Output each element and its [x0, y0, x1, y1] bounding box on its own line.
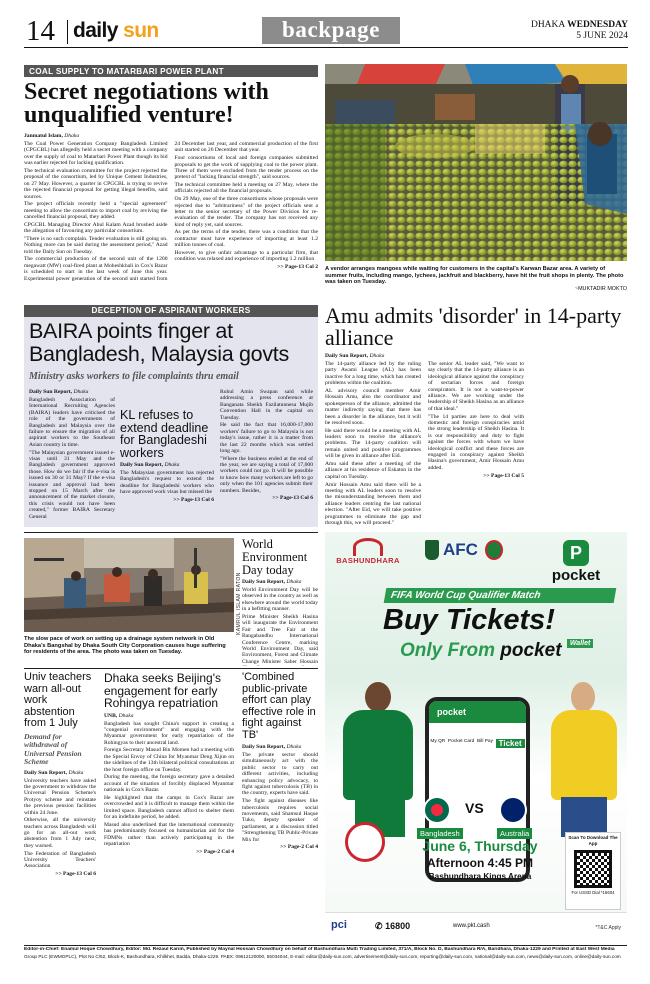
bashundhara-wordmark: BASHUNDHARA	[336, 556, 400, 565]
coal-para: The Coal Power Generation Company Bangladesh Limited (CPGCBL) has allegedly held a secret meeting with a company over the supply of coal to Matarbari Power Plant though its bid was earlier rejected for lacking qualification.	[24, 141, 168, 167]
rohingya-story	[104, 672, 234, 940]
environment-story	[242, 538, 318, 666]
match-title: FIFA World Cup Qualifier Match	[384, 588, 617, 603]
teachers-para: University teachers have asked the government to withdraw the Universal Pension Scheme's Protyoy scheme and reinstate the previous pension facilities within 24 June.	[24, 777, 96, 816]
coal-para: The project officials recently held a "special agreement" meeting to allow the consortium to import coal by reviving the cancelled financial proposal, they added.	[24, 201, 168, 221]
teachers-deck: Demand for withdrawal of Universal Pension Scheme	[24, 731, 82, 766]
footer-rule	[24, 945, 627, 946]
masthead	[24, 17, 628, 49]
teachers-headline: Univ teachers warn all-out work abstention from 1 July	[24, 672, 92, 729]
phone-tab-card[interactable]: Pocket Card	[447, 739, 475, 744]
tb-headline: 'Combined public-private effort can play effective role in fight against TB'	[242, 672, 316, 741]
drainage-caption: The slow pace of work on setting up a drainage system network in Old Dhaka's Bangshal by Dhaka South City Corporation causes huge suffering for residents of the area. The photo was taken on Tuesday.	[24, 636, 226, 656]
only-from-text: Only From pocket $^{Wallet}$	[400, 640, 625, 662]
amu-body	[325, 361, 627, 527]
environment-para: World Environment Day will be observed in the country as well as elsewhere around the world today in a befitting manner.	[242, 587, 318, 613]
dateline-weekday: WEDNESDAY	[567, 20, 628, 30]
hotline: ✆ 16800	[375, 921, 411, 931]
coal-para: However, to give unfair advantage to a particular firm, that condition was relaxed and experience of importing 1.2 million	[174, 249, 318, 263]
bashundhara-emblem-icon	[353, 538, 383, 556]
phone-tab-ticket[interactable]: Ticket	[496, 739, 525, 748]
kl-para: The Malaysian government has rejected Bangladesh's request to extend the deadline for Bangladeshi workers who have approved work visas but missed the	[120, 470, 214, 496]
phone-tabs	[429, 723, 526, 748]
sponsor-logos	[425, 538, 525, 566]
bangladesh-flag-icon	[423, 796, 451, 824]
ussd-label: For USSD Dial *16604	[571, 890, 615, 895]
coal-para: "There is no such complain. Tender evaluation is still going on. Nothing more can be said during the assessment period," Azad told the Daily Sun on Tuesday.	[24, 235, 168, 255]
environment-headline: World Environment Day today	[242, 538, 308, 577]
imprint-line2: Group PLC (EWMGPLC), Plot No C/52, Block-K, Bashundhara, Khilkhet, Badda, Dhaka-1229. PABX: 09612120000, 55034044, E-mail: editor@daily-sun.com, advertisement@daily-sun.com, reporting@daily-sun.com, national@daily-sun.com, news@daily-sun.com, online@daily-sun.com	[24, 954, 621, 959]
baira-col-a	[29, 389, 115, 525]
rohingya-para: During the meeting, the foreign secretary gave a detailed account of the situation of forcibly displaced Myanmar nationals in Cox's Bazar.	[104, 774, 234, 794]
amu-para: Amir Hossain Amu said there will be a meeting with AL leaders soon to resolve the misunderstanding between them and alliance leaders centring the last national election. "After Eid, we will take positive programmes to eliminate the gap and through this, we will proceed."	[325, 481, 421, 526]
wallet-tag: Wallet	[567, 639, 594, 648]
coal-continued: >> Page-13 Col 2	[277, 264, 318, 271]
kl-continued: >> Page-13 Col 6	[173, 496, 214, 503]
section-divider	[24, 532, 318, 533]
phone-tab-qr[interactable]: My QR	[430, 739, 446, 744]
imprint-line1: Editor-in-Chief: Enamul Hoque Chowdhury, Editor: Md. Rezaul Karim, Published by Maynal Hossain Chowdhury on behalf of Bashundhara Multi Trading Limited, 371/A, Block No. D, Bashundhara R/A, Baridhara, Dhaka-1229 and Printed at East West Media	[24, 947, 615, 952]
amu-continued: >> Page-13 Col 5	[483, 472, 524, 479]
match-date: June 6, Thursday	[422, 838, 538, 854]
pocket-p-icon: P	[563, 540, 589, 566]
mango-market-image	[325, 64, 627, 261]
australia-flag-icon	[499, 796, 527, 824]
vs-label: VS	[465, 800, 484, 816]
baira-headline: BAIRA points finger at Bangladesh, Malaysia govts	[29, 319, 289, 366]
buy-tickets-text[interactable]: Buy Tickets!	[383, 604, 555, 636]
qr-code-icon	[574, 850, 612, 888]
paper-logo-sun: sun	[123, 19, 159, 42]
dateline-date: 5 JUNE 2024	[576, 31, 628, 41]
page-number: 14	[26, 15, 55, 47]
coal-para: The commercial production of the second unit of the 1200 megawatt (MW) coal-fired plant at Moheshkhali in Cox's Bazar is scheduled to start in the last week of June this year. Experimental power generation of the second unit started from 24 December last year, and commercial production of the first unit started on 26 December that year.	[24, 141, 318, 282]
web-address[interactable]: www.pkt.cash	[453, 923, 490, 929]
baira-box	[24, 305, 318, 527]
masthead-rule	[24, 47, 628, 48]
rohingya-continued: >> Page-2 Col 4	[196, 848, 234, 855]
coal-para: Four consortiums of local and foreign companies submitted proposals to get the work of supplying coal to the power plant. Three of them were excluded from the tender process on the pretext of "lacking financial strength", said sources.	[174, 155, 318, 181]
rohingya-para: Foreign Secretary Masud Bin Momen had a meeting with the Special Envoy of China for Myanmar Deng Xijun on the sidelines of the 13th bilateral political consultations at the host foreign office on Tuesday.	[104, 747, 234, 773]
baira-continued: >> Page-13 Col 6	[272, 495, 313, 502]
drainage-photo	[24, 538, 234, 632]
scan-label: Scan To Download The App	[568, 835, 618, 846]
match-time: Afternoon 4:45 PM	[426, 856, 533, 870]
coal-byline: Janmatul Islam, Dhaka	[24, 133, 80, 139]
baira-para: Bangladesh Association of International Recruiting Agencies (BAIRA) leaders have criticised the role of the governments of Bangladesh and Malaysia over the failure to ensure the migration of all aspirant workers to the Southeast Asian country in time.	[29, 397, 115, 448]
afc-logo: AFC	[443, 540, 478, 559]
kl-headline: KL refuses to extend deadline for Bangladeshi workers	[120, 409, 209, 460]
phone-tab-bill[interactable]: Bill Pay	[476, 739, 493, 744]
bashundhara-logo	[333, 538, 403, 565]
qr-panel[interactable]	[565, 832, 621, 910]
dateline	[531, 20, 628, 42]
baira-para: Ruhul Amin Swapan said while addressing a press conference at Banganata Sheikh Fazilatunnesa Mujib Convention Hall in the capital on Tuesday.	[220, 389, 313, 421]
environment-byline: Daily Sun Report, Dhaka	[242, 579, 302, 585]
rohingya-para: Masud also underlined that the international community has predominantly focused on humanitarian aid for the FDMNs rather than actively participating in the repatriation	[104, 821, 234, 847]
tb-continued: >> Page-2 Col 4	[280, 844, 318, 851]
team-bangladesh: Bangladesh	[417, 828, 463, 839]
phone-pocket-label: pocket	[437, 707, 467, 717]
phone-header	[429, 701, 526, 723]
amu-story	[325, 305, 627, 527]
only-from-pocket: pocket	[500, 640, 562, 661]
amu-para: He said there would be a meeting with AL leaders soon to resolve the alliance's problems. The 14-party coalition will remain united and positive programmes will be given in alliance after Eid.	[325, 427, 421, 460]
rohingya-headline: Dhaka seeks Beijing's engagement for early Rohingya repatriation	[104, 672, 222, 710]
coal-para: The technical evaluation committee for the project rejected the proposal of the consortium, led by Unique Cement Industries, on 27 May. However, a quarter in CPGCBL is trying to revive the rejected financial proposal for getting illegal benefits, said sources.	[24, 167, 168, 200]
coal-para: As per the terms of the tender, there was a condition that the contractor must have experience of importing at least 1.2 million tonnes of coal.	[174, 229, 318, 249]
mango-caption: A vendor arranges mangoes while waiting for customers in the capital's Karwan Bazar area. A variety of summer fruits, including mango, lychees, jackfruit and blackberry, have hit the fruit shops in plenty. The photo was taken on Tuesday.	[325, 266, 624, 286]
masthead-divider	[67, 20, 68, 44]
section-divider	[24, 668, 318, 669]
mango-market-photo	[325, 64, 627, 261]
teachers-para: Otherwise, all the university teachers across Bangladesh will go for an all-out work abstention from 1 July next, they warned.	[24, 817, 96, 849]
coal-para: CPGCBL Managing Director Abul Kalam Azad brushed aside the allegation of favouring any particular consortium.	[24, 221, 168, 235]
pocket-logo-top	[533, 540, 619, 584]
teachers-continued: >> Page-13 Col 6	[55, 871, 96, 878]
tb-para: The private sector should simultaneously act with the public sector to carry out different activities, including enhancing policy advocacy, to fight against tuberculosis (TB) in the country, experts have said.	[242, 752, 318, 797]
baira-para: He said the fact that 16,000-17,000 workers' failure to go to Malaysia is not today's issue, rather it is a matter from the last 22 months which was settled long ago.	[220, 422, 313, 454]
phone-icon: ✆	[375, 921, 383, 931]
coal-body	[24, 141, 318, 287]
amu-para: The senior AL leader said, "We want to say clearly that the 14-party alliance is an ideological alliance against the conspiracy of sectarian forces and foreign conspirators. It is not a want-to-power alliance. We are working under the leadership of Sheikh Hasina as an alliance of that ideal."	[428, 361, 524, 412]
mango-photo-credit: ~MUKTADIR MOKTO	[574, 286, 627, 292]
amu-byline: Daily Sun Report, Dhaka	[325, 353, 385, 359]
paper-logo	[73, 19, 159, 43]
football-icon	[345, 822, 385, 862]
tb-story	[242, 672, 318, 940]
coal-para: On 29 May, one of the three consortiums whose proposals were rejected due to "arbitrariness" of the project officials sent a letter to the senior secretary of the Power Division for re-evaluation of the tender. The company has not received any kind of reply yet, said sources.	[174, 196, 318, 228]
federation-crest-icon	[425, 540, 439, 560]
baira-para: "The Malaysian government issued e-visas until 31 May and the Bangladesh government approved those. How do we fair if the e-visa is issued on 30 or 31 May? If the e-visa issuance and approval had been stopped on 15 March after the announcement of the market closure, this crisis would not have been created," former BAIRA Secretary General	[29, 449, 115, 520]
drainage-image	[24, 538, 234, 632]
teachers-para: The Federation of Bangladesh University Teachers' Association	[24, 850, 96, 870]
bff-crest-icon	[485, 540, 503, 560]
kl-sidebar	[120, 409, 214, 525]
baira-kicker: DECEPTION OF ASPIRANT WORKERS	[24, 305, 318, 317]
ad-footer-bar	[325, 912, 627, 942]
teachers-byline: Daily Sun Report, Dhaka	[24, 769, 84, 776]
baira-para: "Where the business ended at the end of the year, we are saying a total of 17,000 workers could not go. It will be possible to know how many workers are left to go only when the 101 agencies submit their numbers. Besides,	[220, 455, 313, 494]
coal-headline: Secret negotiations with unqualified venture!	[24, 79, 269, 128]
dateline-city: DHAKA	[530, 20, 565, 30]
baira-deck: Ministry asks workers to file complaints thru email	[29, 371, 239, 382]
pci-logo: pci	[331, 919, 347, 931]
amu-para: AL advisory council member Amir Hossain Amu, also the coordinator and spokesperson of the alliance, admitted the matter indirectly saying that there has been a disorder in the alliance, but it will be resolved soon.	[325, 387, 421, 426]
team-australia: Australia	[497, 828, 532, 839]
paper-logo-daily: daily	[73, 19, 118, 42]
phone-mockup	[425, 697, 530, 882]
pocket-advertisement[interactable]	[325, 532, 627, 942]
terms-label: *T&C Apply	[595, 925, 621, 931]
coal-para: The technical committee held a meeting on 27 May, where the officials rejected all the financial proposals.	[174, 182, 318, 195]
environment-para: Prime Minister Sheikh Hasina will inaugurate the Environment Fair and Tree Fair at the Bangabandhu International Conference Centre, marking World Environment Day, said Environment, Forest and Climate Change Minister Saber Hossain	[242, 613, 318, 665]
pocket-wordmark: pocket	[551, 567, 601, 584]
section-title: backpage	[281, 17, 381, 42]
amu-para: "The 14 parties are here to deal with domestic and foreign conspiracies amid the strong leadership of Sheikh Hasina. It is our responsibility and duty to fight against the forces with whom we have ideological conflict and these forces are engaged in conspiracy against Sheikh Hasina's government, Amir Hossain Amu added.	[428, 413, 524, 471]
tb-byline: Daily Sun Report, Dhaka	[242, 744, 302, 750]
rohingya-byline: UNB, Dhaka	[104, 712, 134, 719]
coal-story	[24, 65, 318, 287]
teachers-story	[24, 672, 96, 940]
tb-para: The fight against diseases like tuberculosis requires social movements, said Shamsul Haque Tuku, deputy speaker of parliament, at a discussion titled "Strengthening TB Public-Private Mix for	[242, 798, 318, 843]
rohingya-para: Bangladesh has sought China's support in creating a "congenial environment" and engaging with the Myanmar government for early repatriation of the Rohingyas to their ancestral land.	[104, 720, 234, 746]
baira-byline: Daily Sun Report, Dhaka	[29, 389, 89, 395]
amu-para: The 14-party alliance led by the ruling party Awami League (AL) has been inactive for a long time, which has created problems within the coalition.	[325, 361, 421, 387]
rohingya-para: He highlighted that the camps in Cox's Bazar are overcrowded and it is difficult to manage them within the limited space. Bangladesh cannot afford to shelter them for an indefinite period, he added.	[104, 794, 234, 821]
amu-headline: Amu admits 'disorder' in 14-party alliance	[325, 303, 622, 350]
match-venue: Bashundhara Kings Arena	[428, 872, 532, 881]
kl-byline: Daily Sun Report, Dhaka	[120, 462, 180, 468]
baira-col-c	[220, 389, 313, 525]
coal-kicker: COAL SUPPLY TO MATARBARI POWER PLANT	[24, 65, 318, 77]
amu-para: Amu said these after a meeting of the alliance at his residence of Eskaton in the capital on Tuesday.	[325, 460, 421, 480]
section-banner	[262, 17, 400, 44]
drainage-photo-credit: KAMRUL ISLAM RATON	[236, 572, 242, 635]
